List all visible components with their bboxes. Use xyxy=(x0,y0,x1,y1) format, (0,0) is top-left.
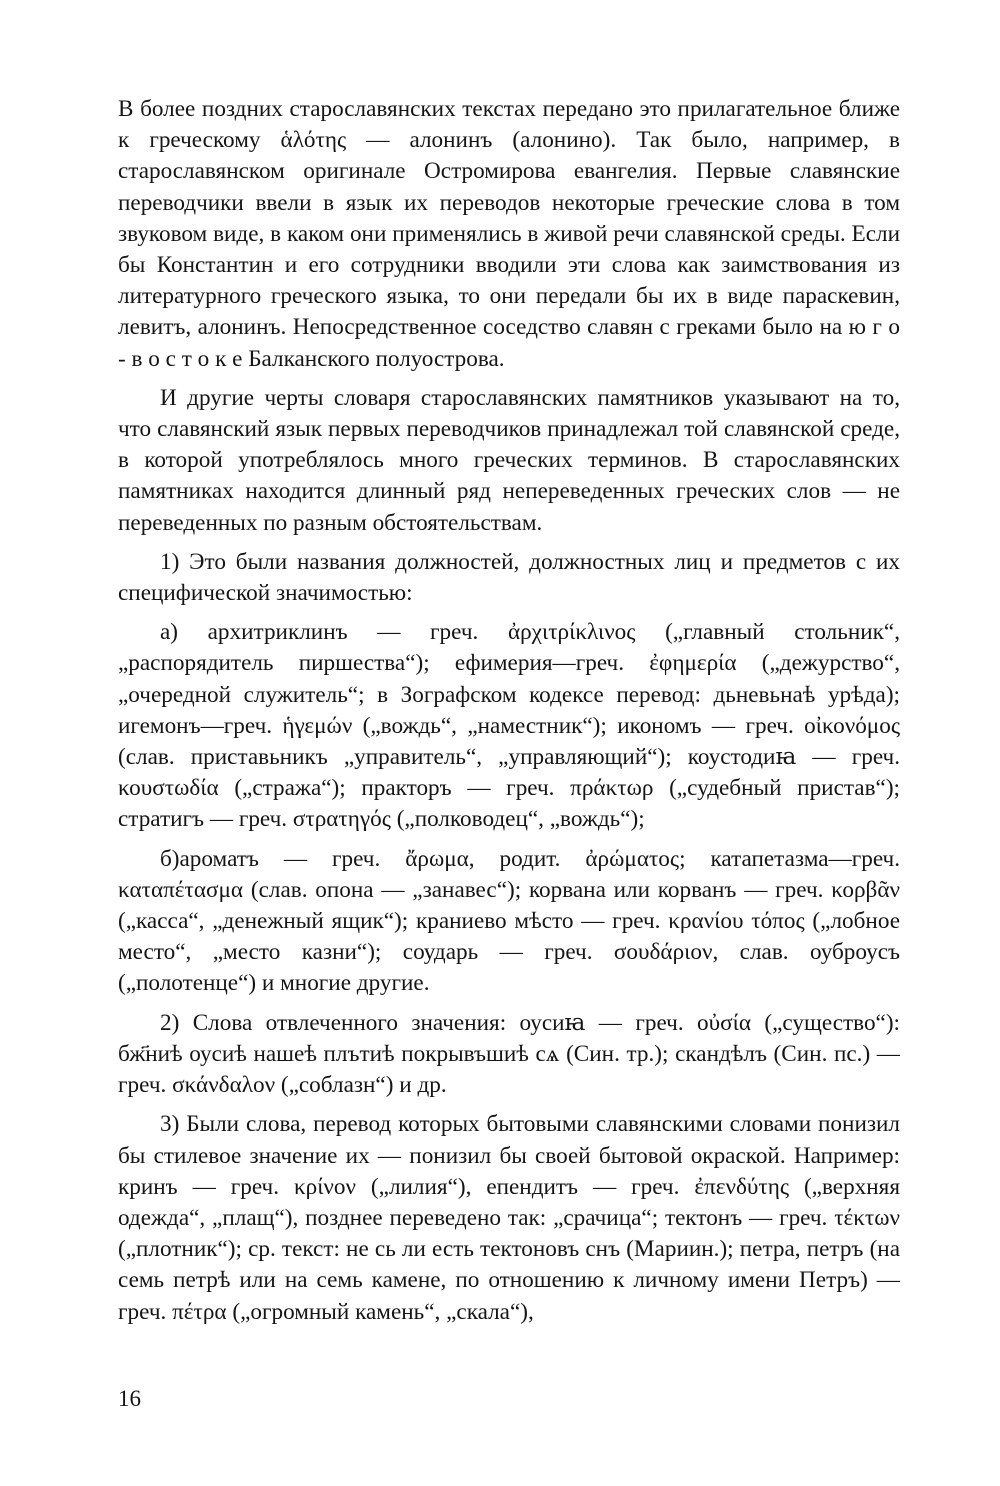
paragraph-6: 2) Слова отвлеченного значения: оусиꙗ — греч. οὐσία („существо“): бж҃ниѣ оусиѣ нашеѣ плътиѣ покрывъшиѣ сѧ (Син. тр.); скандѣлъ (Син. пс.) — греч. σκάνδαλον („соблазн“) и др. xyxy=(118,1009,900,1099)
paragraph-2: И другие черты словаря старославянских памятников указывают на то, что славянский язык первых переводчиков принадлежал той славянской среде, в которой употреблялось много греческих терминов. В старославянских памятниках находится длинный ряд непереведенных греческих слов — не переведенных по разным обстоятельствам. xyxy=(118,384,900,536)
paragraph-3: 1) Это были названия должностей, должностных лиц и предметов с их специфической значимостью: xyxy=(118,548,900,607)
paragraph-4: а) архитриклинъ — греч. ἀρχιτρίκλινος („главный стольник“, „распорядитель пиршества“); ефимерия—греч. ἐφημερία („дежурство“, „очередной служитель“; в Зографском кодексе перевод: дьневьнаѣ урѣда); игемонъ—греч. ἡγεμών („вождь“, „наместник“); икономъ — греч. οἰκονόμος (слав. приставьникъ „управитель“, „управляющий“); коустодиꙗ — греч. κουστωδία („стража“); практоръ — греч. πράκτωρ („судебный пристав“); стратигъ — греч. στρατηγός („полководец“, „вождь“); xyxy=(118,619,900,833)
paragraph-7: 3) Были слова, перевод которых бытовыми славянскими словами понизил бы стилевое значение их — понизил бы своей бытовой окраской. Например: кринъ — греч. κρίνον („лилия“), епендитъ — греч. ἐπενδύτης („верхняя одежда“, „плащ“), позднее переведено так: „срачица“; тектонъ — греч. τέκτων („плотник“); ср. текст: не сь ли есть тектоновъ снъ (Мариин.); петра, петръ (на семь петрѣ или на семь камене, по отношению к личному имени Петръ) — греч. πέτρα („огромный камень“, „скала“), xyxy=(118,1111,900,1325)
page-text xyxy=(118,94,900,1328)
paragraph-5: б)ароматъ — греч. ἄρωμα, родит. ἀρώματος; катапетазма—греч. καταπέτασμα (слав. опона — „занавес“); корвана или корванъ — греч. κορβᾶν („касса“, „денежный ящик“); краниево мѣсто — греч. κρανίου τόπος („лобное место“, „место казни“); соударь — греч. σουδάριον, слав. оуброусъ („полотенце“) и многие другие. xyxy=(118,845,900,997)
page-number: 16 xyxy=(118,1386,141,1411)
paragraph-1: В более поздних старославянских текстах передано это прилагательное ближе к греческому ἁλότης — алонинъ (алонино). Так было, например, в старославянском оригинале Остромирова евангелия. Первые славянские переводчики ввели в язык их переводов некоторые греческие слова в том звуковом виде, в каком они применялись в живой речи славянской среды. Если бы Константин и его сотрудники вводили эти слова как заимствования из литературного греческого языка, то они передали бы их в виде параскевин, левитъ, алонинъ. Непосредственное соседство славян с греками было на ю г о - в о с т о к е Балканского полуострова. xyxy=(118,96,900,372)
